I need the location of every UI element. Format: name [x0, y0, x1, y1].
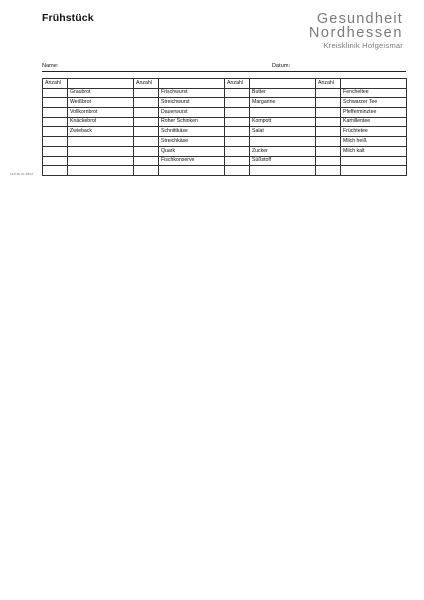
count-cell[interactable]: [134, 108, 159, 118]
item-cell: Streichkäse: [159, 137, 225, 147]
item-cell: Schwarzer Tee: [341, 98, 407, 108]
item-cell: [341, 156, 407, 166]
item-cell: [68, 156, 134, 166]
header-count-cell: Anzahl: [316, 79, 341, 89]
table-row: [43, 166, 407, 176]
item-cell: Butter: [250, 88, 316, 98]
item-cell: Quark: [159, 146, 225, 156]
item-cell: Zucker: [250, 146, 316, 156]
count-cell[interactable]: [316, 146, 341, 156]
item-cell: [250, 137, 316, 147]
item-cell: Frischwurst: [159, 88, 225, 98]
count-cell[interactable]: [134, 156, 159, 166]
item-cell: Fencheltee: [341, 88, 407, 98]
header-item-cell: [159, 79, 225, 89]
count-cell[interactable]: [134, 146, 159, 156]
table-row: [43, 137, 407, 147]
count-cell[interactable]: [134, 137, 159, 147]
item-cell: [250, 108, 316, 118]
count-cell[interactable]: [43, 137, 68, 147]
table-row: [43, 108, 407, 118]
item-cell: Kompott: [250, 117, 316, 127]
count-cell[interactable]: [225, 166, 250, 176]
item-cell: Streichwurst: [159, 98, 225, 108]
count-cell[interactable]: [43, 156, 68, 166]
item-cell: Kamillentee: [341, 117, 407, 127]
count-cell[interactable]: [134, 117, 159, 127]
page-title: Frühstück: [42, 12, 94, 24]
count-cell[interactable]: [134, 98, 159, 108]
count-cell[interactable]: [225, 156, 250, 166]
count-cell[interactable]: [316, 156, 341, 166]
count-cell[interactable]: [43, 88, 68, 98]
form-code: 147/15-V1 08/17: [10, 172, 34, 176]
brand-line-2: Nordhessen: [308, 25, 403, 41]
count-cell[interactable]: [43, 127, 68, 137]
table-row: [43, 98, 407, 108]
count-cell[interactable]: [134, 127, 159, 137]
count-cell[interactable]: [43, 108, 68, 118]
item-cell: Schnittkäse: [159, 127, 225, 137]
item-cell: Zwieback: [68, 127, 134, 137]
header-item-cell: [68, 79, 134, 89]
item-cell: Vollkornbrot: [68, 108, 134, 118]
item-cell: [341, 166, 407, 176]
item-cell: Graubrot: [68, 88, 134, 98]
header-count-cell: Anzahl: [225, 79, 250, 89]
table-row: [43, 156, 407, 166]
header-count-cell: Anzahl: [43, 79, 68, 89]
item-cell: Milch kalt: [341, 146, 407, 156]
item-cell: Fischkonserve: [159, 156, 225, 166]
item-cell: Knäckebrot: [68, 117, 134, 127]
count-cell[interactable]: [225, 137, 250, 147]
name-label: Name:: [42, 63, 59, 69]
brand-line-1: Gesundheit: [316, 11, 403, 27]
item-cell: Salat: [250, 127, 316, 137]
count-cell[interactable]: [43, 146, 68, 156]
count-cell[interactable]: [43, 117, 68, 127]
order-table: [42, 78, 407, 176]
count-cell[interactable]: [225, 146, 250, 156]
header-count-cell: Anzahl: [134, 79, 159, 89]
item-cell: [68, 166, 134, 176]
item-cell: [250, 166, 316, 176]
count-cell[interactable]: [225, 117, 250, 127]
count-cell[interactable]: [316, 127, 341, 137]
header-item-cell: [250, 79, 316, 89]
brand-line-3: Kreisklinik Hofgeismar: [323, 41, 403, 50]
item-cell: [68, 137, 134, 147]
item-cell: [68, 146, 134, 156]
item-cell: Margarine: [250, 98, 316, 108]
item-cell: [159, 166, 225, 176]
item-cell: Roher Schinken: [159, 117, 225, 127]
count-cell[interactable]: [134, 166, 159, 176]
count-cell[interactable]: [43, 98, 68, 108]
count-cell[interactable]: [225, 108, 250, 118]
count-cell[interactable]: [316, 88, 341, 98]
count-cell[interactable]: [316, 137, 341, 147]
item-cell: Milch heiß: [341, 137, 407, 147]
date-label: Datum:: [272, 63, 291, 69]
item-cell: Dauerwurst: [159, 108, 225, 118]
count-cell[interactable]: [134, 88, 159, 98]
count-cell[interactable]: [316, 166, 341, 176]
item-cell: Früchtetee: [341, 127, 407, 137]
table-row: [43, 88, 407, 98]
count-cell[interactable]: [225, 98, 250, 108]
count-cell[interactable]: [225, 127, 250, 137]
item-cell: Süßstoff: [250, 156, 316, 166]
count-cell[interactable]: [43, 166, 68, 176]
brand-logo: [309, 12, 403, 51]
count-cell[interactable]: [316, 98, 341, 108]
table-header-row: [43, 79, 407, 89]
header-item-cell: [341, 79, 407, 89]
count-cell[interactable]: [225, 88, 250, 98]
item-cell: Weißbrot: [68, 98, 134, 108]
table-row: [43, 146, 407, 156]
name-date-rule: [42, 71, 406, 72]
table-row: [43, 127, 407, 137]
count-cell[interactable]: [316, 108, 341, 118]
item-cell: Pfefferminztee: [341, 108, 407, 118]
count-cell[interactable]: [316, 117, 341, 127]
name-date-row: [42, 63, 406, 72]
table-row: [43, 117, 407, 127]
